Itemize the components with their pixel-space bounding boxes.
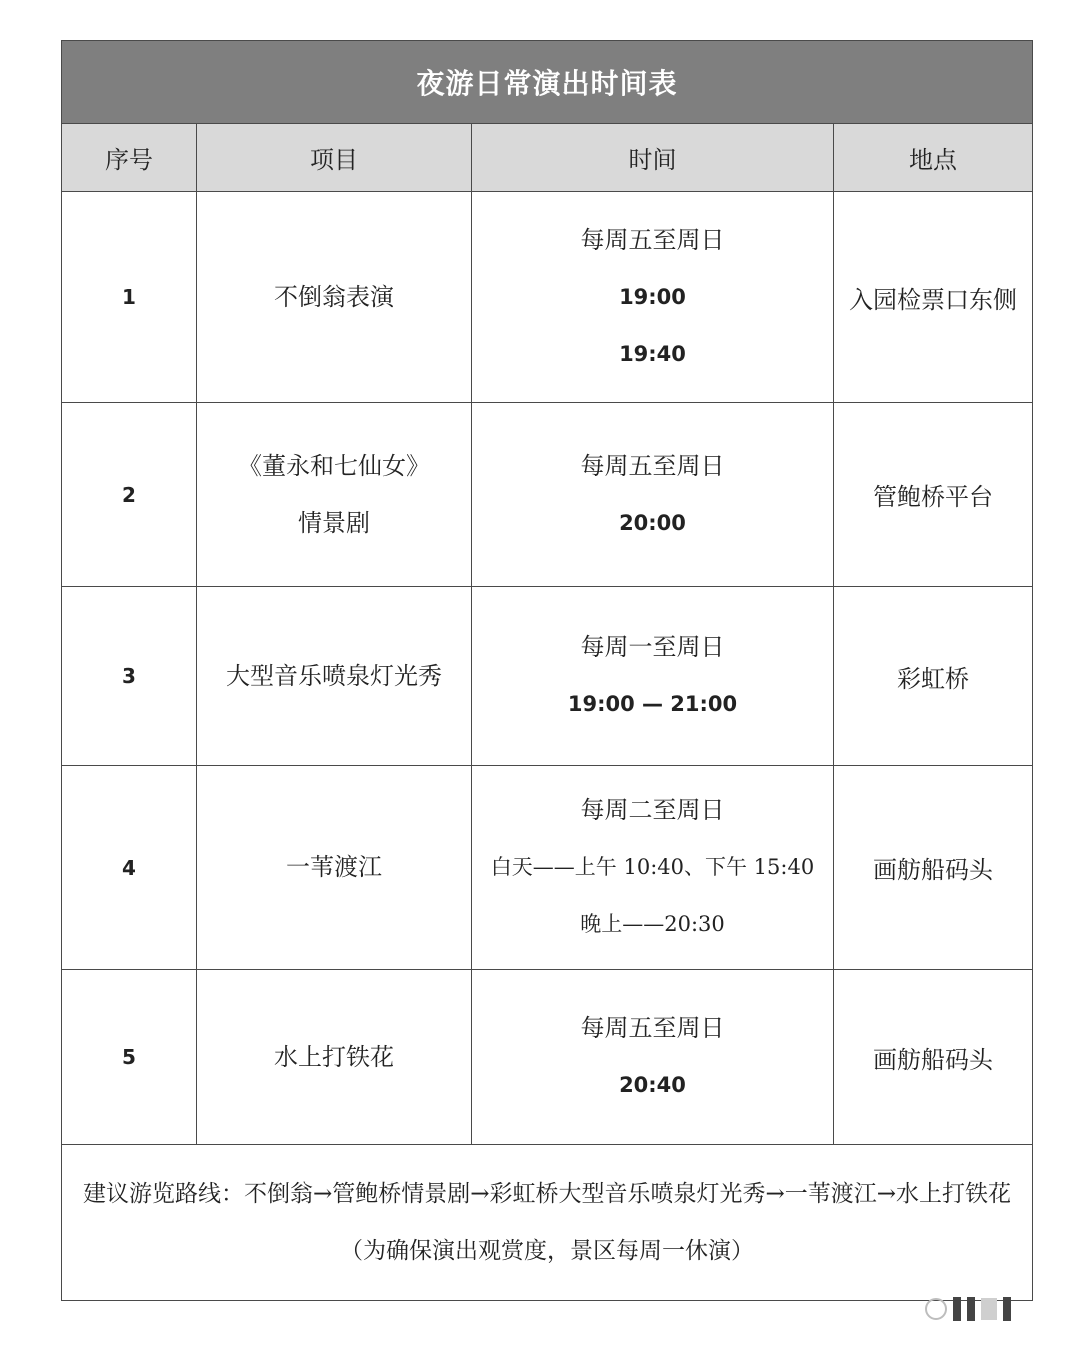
row-number: 3: [62, 587, 197, 766]
row-time: [472, 403, 834, 587]
row-time: [472, 192, 834, 403]
watermark-bar-icon: [953, 1297, 961, 1321]
item-line: 不倒翁表演: [274, 282, 394, 311]
item-line: 《董永和七仙女》: [238, 451, 430, 480]
schedule-table: [61, 40, 1033, 1301]
row-item: [197, 192, 472, 403]
table-row: [62, 587, 1033, 766]
row-number: 2: [62, 403, 197, 587]
table-row: [62, 766, 1033, 970]
time-line: 每周一至周日: [580, 633, 725, 661]
item-line: 水上打铁花: [274, 1042, 394, 1071]
header-time: 时间: [472, 124, 834, 192]
row-place: 彩虹桥: [834, 587, 1033, 766]
row-time: [472, 766, 834, 970]
time-line: 每周二至周日: [580, 796, 725, 824]
item-line: 一苇渡江: [286, 853, 382, 881]
row-place: 管鲍桥平台: [834, 403, 1033, 587]
time-line: 19:40: [619, 341, 686, 366]
row-item: [197, 587, 472, 766]
header-item: 项目: [197, 124, 472, 192]
header-no: 序号: [62, 124, 197, 192]
row-number: 4: [62, 766, 197, 970]
header-row: [62, 124, 1033, 192]
note-row: [62, 1145, 1033, 1301]
table-row: [62, 403, 1033, 587]
watermark-circle-icon: [925, 1298, 947, 1320]
table-title: 夜游日常演出时间表: [62, 41, 1033, 124]
watermark-icon: [925, 1295, 1055, 1323]
watermark-bar-icon: [967, 1297, 975, 1321]
time-line: 白天——上午 10:40、下午 15:40: [490, 855, 815, 879]
table-row: [62, 192, 1033, 403]
table-row: [62, 970, 1033, 1145]
watermark-block-icon: [981, 1298, 997, 1320]
row-time: [472, 970, 834, 1145]
time-line: 每周五至周日: [580, 1014, 725, 1042]
time-line: 每周五至周日: [580, 451, 725, 480]
row-item: [197, 970, 472, 1145]
row-item: [197, 403, 472, 587]
row-number: 5: [62, 970, 197, 1145]
item-line: 大型音乐喷泉灯光秀: [226, 661, 442, 690]
row-time: [472, 587, 834, 766]
row-place: 画舫船码头: [834, 970, 1033, 1145]
time-line: 每周五至周日: [580, 225, 725, 254]
header-place: 地点: [834, 124, 1033, 192]
watermark-bar-icon: [1003, 1297, 1011, 1321]
time-line: 20:40: [619, 1073, 686, 1097]
row-item: [197, 766, 472, 970]
time-line: 晚上——20:30: [580, 912, 725, 936]
time-line: 19:00: [619, 284, 686, 309]
row-place: 画舫船码头: [834, 766, 1033, 970]
row-place: 入园检票口东侧: [834, 192, 1033, 403]
item-line: 情景剧: [298, 508, 370, 537]
time-line: 20:00: [619, 510, 686, 535]
route-note: 建议游览路线：不倒翁→管鲍桥情景剧→彩虹桥大型音乐喷泉灯光秀→一苇渡江→水上打铁花（为确保演出观赏度，景区每周一休演）: [62, 1145, 1033, 1301]
time-line: 19:00 — 21:00: [567, 692, 738, 716]
row-number: 1: [62, 192, 197, 403]
title-row: [62, 41, 1033, 124]
